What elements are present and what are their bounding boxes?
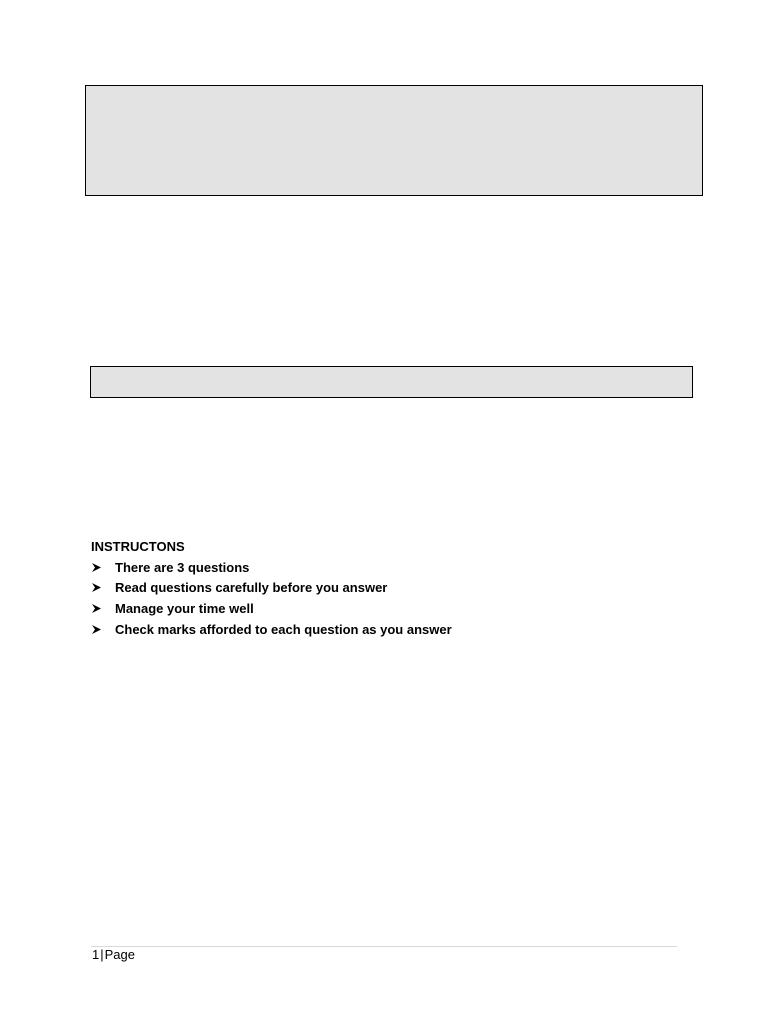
list-item: [91, 619, 691, 640]
list-item-text: Manage your time well: [115, 600, 254, 616]
arrowhead-bullet-icon: [91, 603, 115, 614]
instructions-list: [91, 557, 691, 639]
instructions-section: [91, 537, 691, 639]
instructions-heading: INSTRUCTONS: [91, 539, 185, 554]
arrowhead-bullet-icon: [91, 582, 115, 593]
title-box: [85, 85, 703, 196]
footer-separator: |: [100, 947, 104, 962]
page-number: 1: [92, 947, 100, 962]
list-item-text: Check marks afforded to each question as you answer: [115, 621, 452, 637]
list-item: [91, 557, 691, 578]
subtitle-box: [90, 366, 693, 398]
footer-divider: [91, 946, 677, 947]
list-item-text: Read questions carefully before you answer: [115, 580, 388, 596]
list-item: [91, 578, 691, 599]
arrowhead-bullet-icon: [91, 562, 115, 573]
arrowhead-bullet-icon: [91, 624, 115, 635]
list-item: [91, 598, 691, 619]
page-footer: [92, 946, 135, 964]
page-label: Page: [104, 947, 135, 962]
list-item-text: There are 3 questions: [115, 559, 250, 575]
